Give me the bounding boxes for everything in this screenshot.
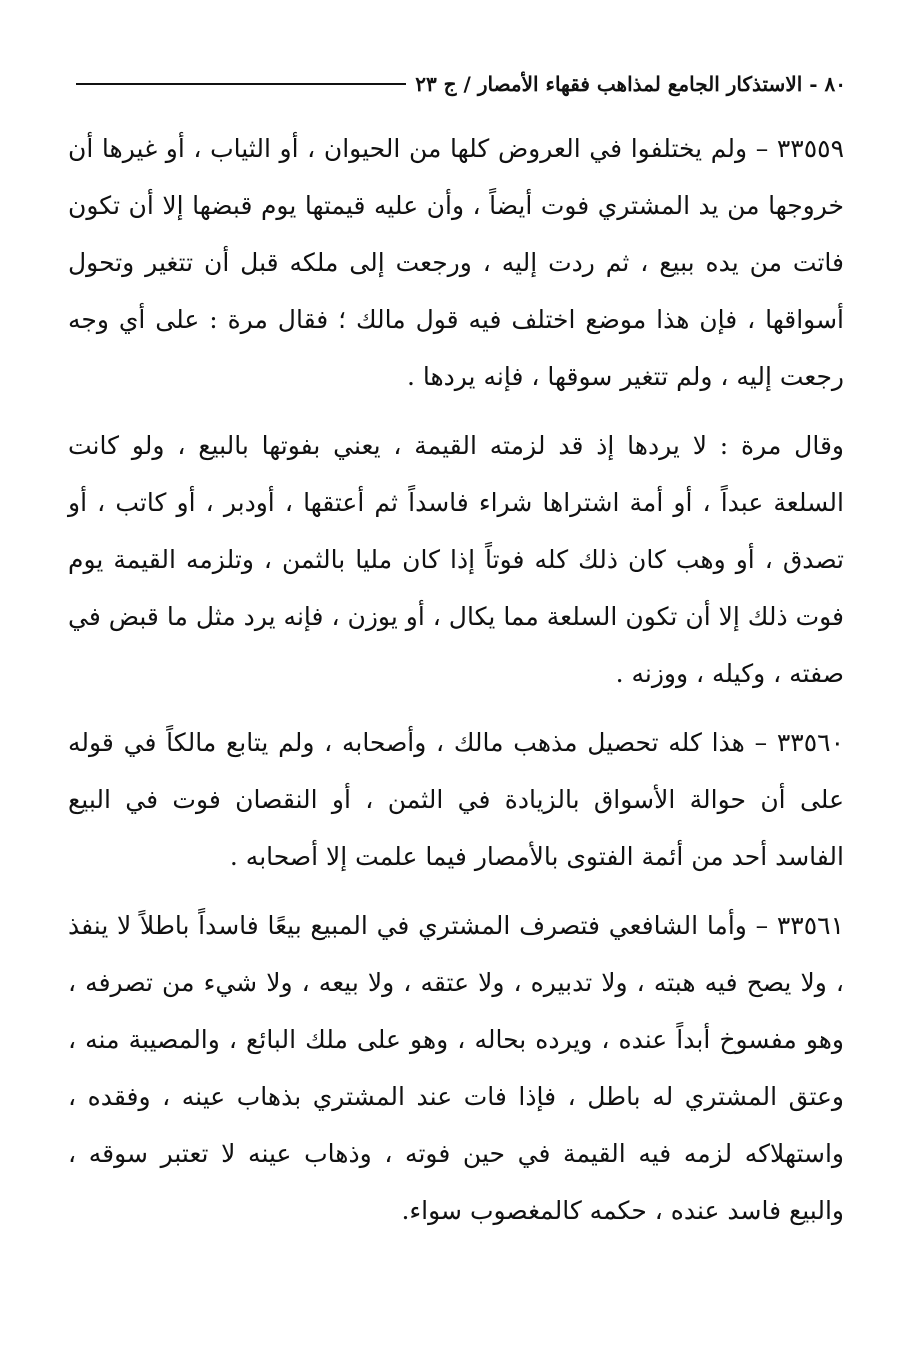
- paragraph-text: وقال مرة : لا يردها إذ قد لزمته القيمة ، يعني بفوتها بالبيع ، ولو كانت السلعة عبداً ، أو أمة اشتراها شراء فاسداً ثم أعتقها ، أودبر ، أو كاتب ، أو تصدق ، أو وهب كان ذلك كله فوتاً إذا كان مليا بالثمن ، وتلزمه القيمة يوم فوت ذلك إلا أن تكون السلعة مما يكال ، أو يوزن ، فإنه يرد مثل ما قبض في صفته ، وكيله ، ووزنه .: [68, 431, 844, 688]
- paragraph-text: – وأما الشافعي فتصرف المشتري في المبيع بيعًا فاسداً باطلاً لا ينفذ ، ولا يصح فيه هبته ، ولا تدبيره ، ولا عتقه ، ولا بيعه ، ولا شيء من تصرفه ، وهو مفسوخ أبداً عنده ، ويرده بحاله ، وهو على ملك البائع ، والمصيبة منه ، وعتق المشتري له باطل ، فإذا فات عند المشتري بذهاب عينه ، وفقده ، واستهلاكه لزمه فيه القيمة في حين فوته ، وذهاب عينه لا تعتبر سوقه ، والبيع فاسد عنده ، حكمه كالمغصوب سواء.: [68, 911, 844, 1225]
- running-title: ٨٠ - الاستذكار الجامع لمذاهب فقهاء الأمصار / ج ٢٣: [415, 72, 846, 96]
- paragraph-continuation: [68, 417, 844, 702]
- paragraph-text: – ولم يختلفوا في العروض كلها من الحيوان ، أو الثياب ، أو غيرها أن خروجها من يد المشتري فوت أيضاً ، وأن عليه قيمتها يوم قبضها إلا أن تكون فاتت من يده ببيع ، ثم ردت إليه ، ورجعت إلى ملكه قبل أن تتغير وتحول أسواقها ، فإن هذا موضع اختلف فيه قول مالك ؛ فقال مرة : على أي وجه رجعت إليه ، ولم تتغير سوقها ، فإنه يردها .: [68, 134, 844, 391]
- header-rule: [76, 83, 406, 85]
- running-header: [72, 64, 846, 104]
- paragraph-33559: [68, 120, 844, 405]
- paragraph-number: ٣٣٥٦١: [776, 911, 845, 940]
- paragraph-33560: [68, 714, 844, 885]
- page-body: [68, 120, 844, 1239]
- paragraph-number: ٣٣٥٥٩: [776, 134, 844, 163]
- paragraph-text: – هذا كله تحصيل مذهب مالك ، وأصحابه ، ولم يتابع مالكاً في قوله على أن حوالة الأسواق بالزيادة في الثمن ، أو النقصان فوت في البيع الفاسد أحد من أئمة الفتوى بالأمصار فيما علمت إلا أصحابه .: [68, 728, 844, 871]
- paragraph-33561: [68, 897, 844, 1239]
- paragraph-number: ٣٣٥٦٠: [776, 728, 844, 757]
